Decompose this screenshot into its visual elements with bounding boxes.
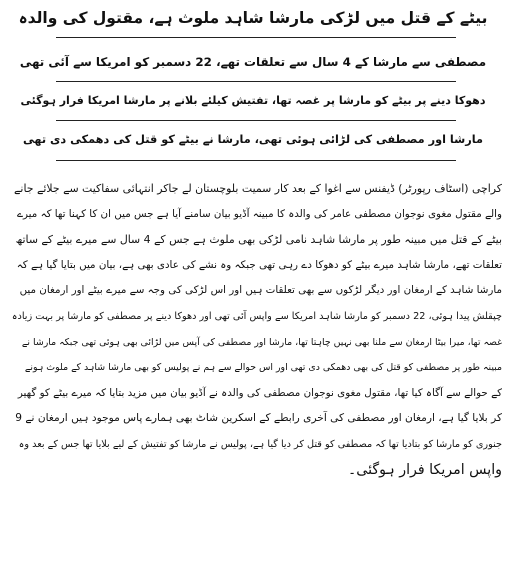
headline-divider	[56, 120, 456, 121]
article-line: بیٹے کے قتل میں مبینہ طور پر مارشا شاہد نامی لڑکی بھی ملوث ہے جس کے 4 سال سے میرے بیٹے کے ساتھ	[15, 233, 502, 247]
article-line: تعلقات تھے، مارشا شاہد میرے بیٹے کو دھوکا دے رہی تھی جبکہ وہ نشے کی عادی بھی ہے، بیان میں بتایا گیا ہے کہ	[16, 258, 502, 271]
article-line: جنوری کو مارشا کو بتادیا تھا کہ مصطفی کو قتل کر دیا گیا ہے، پولیس نے مارشا کو تفتیش کے لیے بلایا تھا جس کے بعد وہ	[18, 438, 502, 450]
article-line: کے حوالے سے آگاہ کیا تھا، مقتول مغوی نوجوان مصطفی کی والدہ نے آڈیو بیان میں مزید بتایا کہ میرے بیٹے کو گھیر	[17, 386, 502, 399]
headline-divider	[56, 160, 456, 161]
article-line: واپس امریکا فرار ہوگئی۔	[347, 461, 502, 478]
headline-sub-3: مارشا اور مصطفی کی لڑائی ہوئی تھی، مارشا نے بیٹے کو قتل کی دھمکی دی تھی	[22, 133, 484, 146]
headline-sub-2: دھوکا دینے پر بیٹے کو مارشا پر غصہ تھا، تفتیش کیلئے بلانے پر مارشا امریکا فرار ہوگئی	[20, 94, 486, 107]
headline-main: بیٹے کے قتل میں لڑکی مارشا شاہد ملوث ہے، مقتول کی والدہ	[18, 9, 488, 27]
article-body	[10, 176, 502, 483]
headline-sub-1: مصطفی سے مارشا کے 4 سال سے تعلقات تھے، 22 دسمبر کو امریکا سے آئی تھی	[19, 55, 487, 69]
article-line: مارشا شاہد کے ارمغان اور دیگر لڑکوں سے بھی تعلقات ہیں اور اس لڑکی کی وجہ سے میرے بیٹے اور ارمغان میں	[19, 284, 502, 297]
article-line: چپقلش پیدا ہوئی، 22 دسمبر کو مارشا شاہد امریکا سے واپس آئی تھی اور دھوکا دینے پر مصطفی کو مارشا پر بہت زیادہ	[11, 310, 502, 322]
article-line: کراچی (اسٹاف رپورٹر) ڈیفنس سے اغوا کے بعد کار سمیت بلوچستان لے جاکر انتہائی سفاکیت سے جلائے جانے	[14, 182, 502, 195]
article-line: کر بلایا گیا ہے، ارمغان اور مصطفی کی آخری رابطے کے اسکرین شاٹ بھی ہمارے پاس موجود ہیں ارمغان نے 9	[15, 412, 502, 425]
article-line: والے مقتول مغوی نوجوان مصطفی عامر کی والدہ کا مبینہ آڈیو بیان سامنے آیا ہے جس میں ان کا کہنا تھا کہ میرے	[16, 207, 502, 220]
headline-divider	[56, 81, 456, 82]
article-line: مبینہ طور پر مصطفی کو قتل کی بھی دھمکی دی تھی اور اس حوالے سے ہم نے پولیس کو بھی مارشا شاہد کے ملوث ہونے	[24, 362, 502, 374]
article-line: غصہ تھا، میرا بیٹا ارمغان سے ملنا بھی نہیں چاہتا تھا، مارشا اور مصطفی کی آپس میں لڑائی بھی ہوئی تھی جبکہ مارشا نے	[21, 336, 502, 348]
headline-divider	[56, 37, 456, 38]
